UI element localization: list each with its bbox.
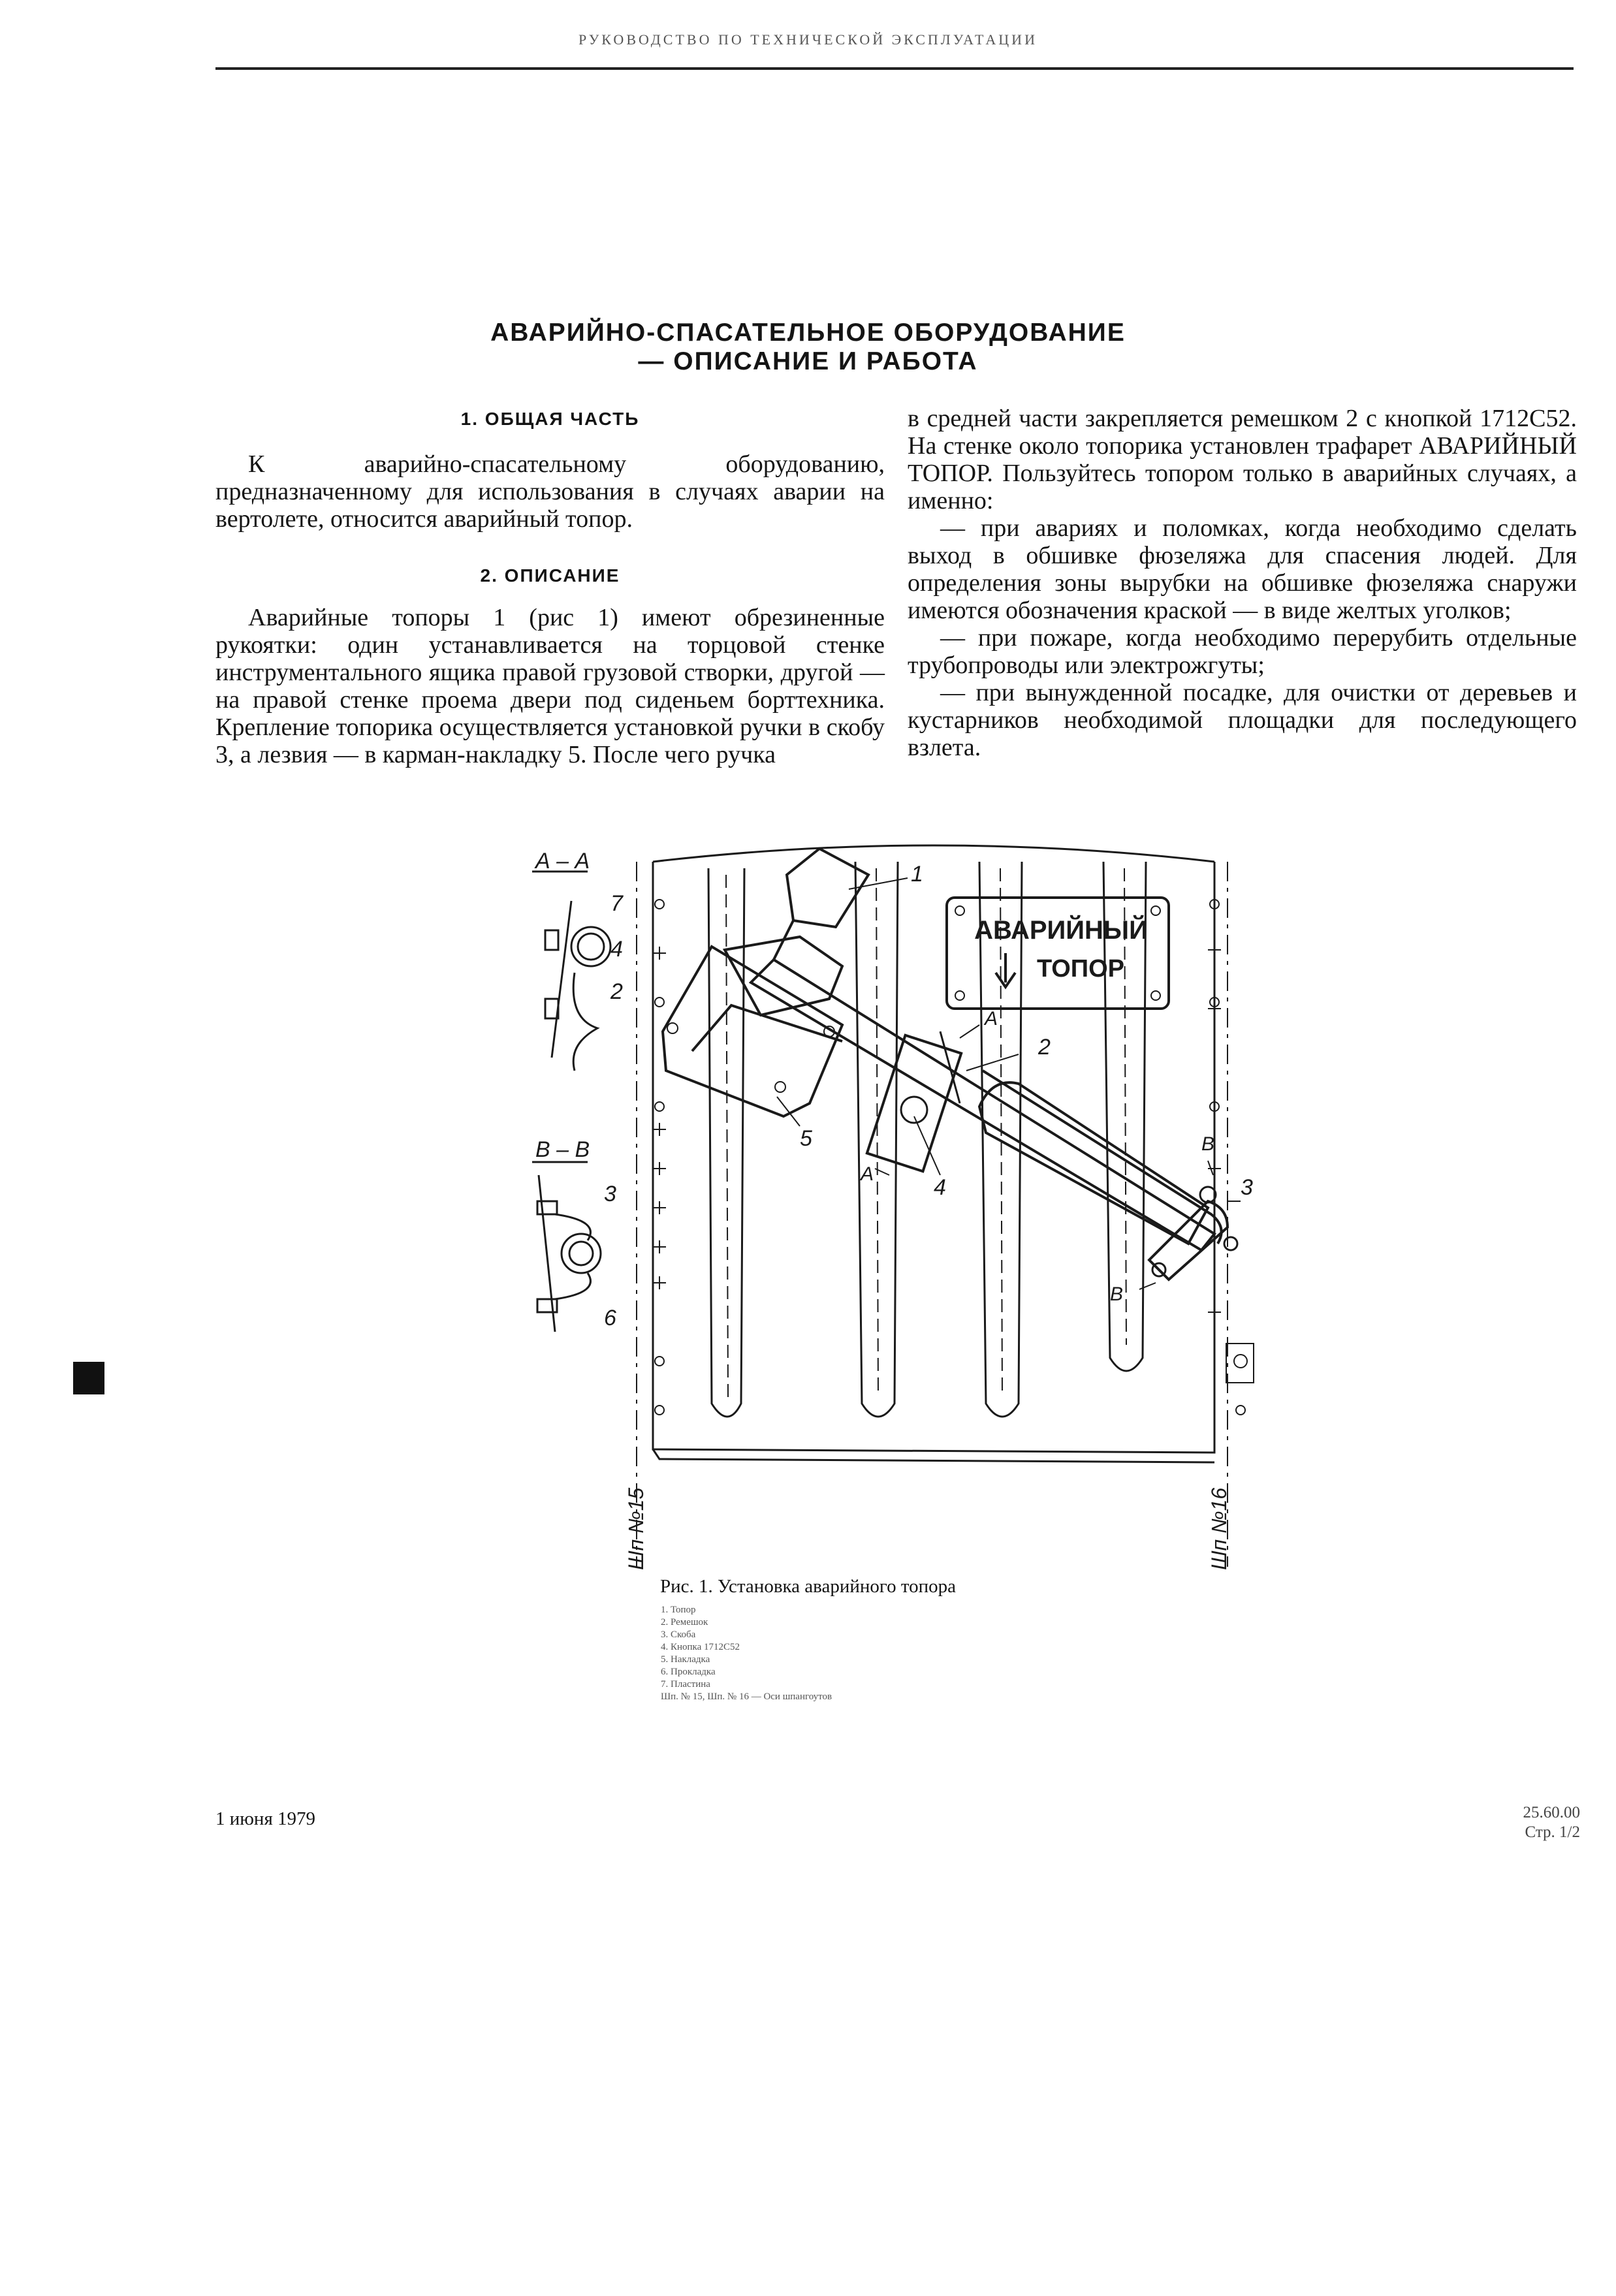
- footer-page-info: [1436, 1803, 1580, 1842]
- running-head: РУКОВОДСТВО ПО ТЕХНИЧЕСКОЙ ЭКСПЛУАТАЦИИ: [578, 31, 1038, 48]
- section-1-text: [215, 450, 885, 533]
- legend-item: 5. Накладка: [661, 1654, 710, 1665]
- cut-label-a-bottom: А: [861, 1163, 874, 1185]
- section-1-paragraph: К аварийно-спасательному оборудованию, предназначенному для использования в случаях аварии на вертолете, относится аварийный топор.: [215, 450, 885, 533]
- section-2-text: [215, 604, 885, 768]
- callout-5: 5: [800, 1126, 812, 1151]
- right-list-item-3: — при вынужденной посадке, для очистки от деревьев и кустарников необходимой площадки для последующего взлета.: [908, 679, 1577, 761]
- callout-1: 1: [911, 862, 923, 887]
- axe-installation-figure: [509, 829, 1293, 1573]
- cut-label-b-bottom: В: [1110, 1283, 1124, 1305]
- footer-doc-code: 25.60.00: [1523, 1804, 1580, 1821]
- callout-2-section: 2: [610, 979, 623, 1004]
- callout-7: 7: [610, 891, 623, 916]
- figure-legend: [661, 1604, 832, 1703]
- right-column-text: [908, 405, 1577, 761]
- legend-item: 6. Прокладка: [661, 1667, 716, 1677]
- header-rule: [215, 67, 1574, 70]
- callout-2: 2: [1038, 1035, 1051, 1060]
- callout-3: 3: [1241, 1175, 1253, 1200]
- section-aa-label: А – А: [535, 849, 590, 873]
- margin-registration-mark: [73, 1362, 104, 1394]
- frame-15-label: Шп №15: [624, 1487, 648, 1570]
- legend-item: 2. Ремешок: [661, 1617, 708, 1628]
- cut-label-a-top: А: [985, 1008, 998, 1030]
- figure-caption: Рис. 1. Установка аварийного топора: [659, 1576, 957, 1597]
- right-list-item-1: — при авариях и поломках, когда необходимо сделать выход в обшивке фюзеляжа для спасения людей. Для определения зоны вырубки на обшивке фюзеляжа снаружи имеются обозначения краской — в виде желтых уголков;: [908, 514, 1577, 624]
- legend-item: 4. Кнопка 1712С52: [661, 1642, 740, 1652]
- legend-item: 7. Пластина: [661, 1679, 710, 1690]
- frame-16-label: Шп №16: [1207, 1487, 1231, 1570]
- callout-6: 6: [604, 1306, 616, 1330]
- page-title: [0, 319, 1616, 376]
- section-2-heading: 2. ОПИСАНИЕ: [480, 565, 620, 586]
- callout-4: 4: [934, 1175, 946, 1200]
- callout-3-section: 3: [604, 1182, 616, 1206]
- title-line-1: АВАРИЙНО-СПАСАТЕЛЬНОЕ ОБОРУДОВАНИЕ: [490, 319, 1126, 347]
- sign-text-line-1: АВАРИЙНЫЙ: [974, 916, 1148, 945]
- section-2-paragraph: Аварийные топоры 1 (рис 1) имеют обрезиненные рукоятки: один устанавливается на торцовой стенке инструментального ящика правой грузовой створки, другой — на правой стенке проема двери под сиденьем борттехника. Крепление топорика осуществляется установкой ручки в скобу 3, а лезвия — в карман-накладку 5. После чего ручка: [215, 604, 885, 768]
- emergency-axe: [663, 849, 1237, 1280]
- right-paragraph-1: в средней части закрепляется ремешком 2 с кнопкой 1712С52. На стенке около топорика установлен трафарет АВАРИЙНЫЙ ТОПОР. Пользуйтесь топором только в аварийных случаях, а именно:: [908, 405, 1577, 514]
- section-bb-label: В – В: [535, 1137, 590, 1162]
- legend-item: 3. Скоба: [661, 1629, 696, 1640]
- legend-item: Шп. № 15, Шп. № 16 — Оси шпангоутов: [661, 1691, 832, 1702]
- right-list-item-2: — при пожаре, когда необходимо перерубить отдельные трубопроводы или электрожгуты;: [908, 624, 1577, 679]
- legend-item: 1. Топор: [661, 1605, 696, 1615]
- cut-label-b-top: В: [1201, 1133, 1215, 1155]
- title-line-2: — ОПИСАНИЕ И РАБОТА: [638, 347, 978, 375]
- footer-date: 1 июня 1979: [215, 1808, 316, 1829]
- section-views: [532, 872, 610, 1332]
- section-1-heading: 1. ОБЩАЯ ЧАСТЬ: [460, 409, 640, 429]
- callout-4-section: 4: [610, 937, 623, 962]
- footer-page-number: Стр. 1/2: [1525, 1823, 1580, 1841]
- sign-text-line-2: ТОПОР: [1036, 955, 1125, 983]
